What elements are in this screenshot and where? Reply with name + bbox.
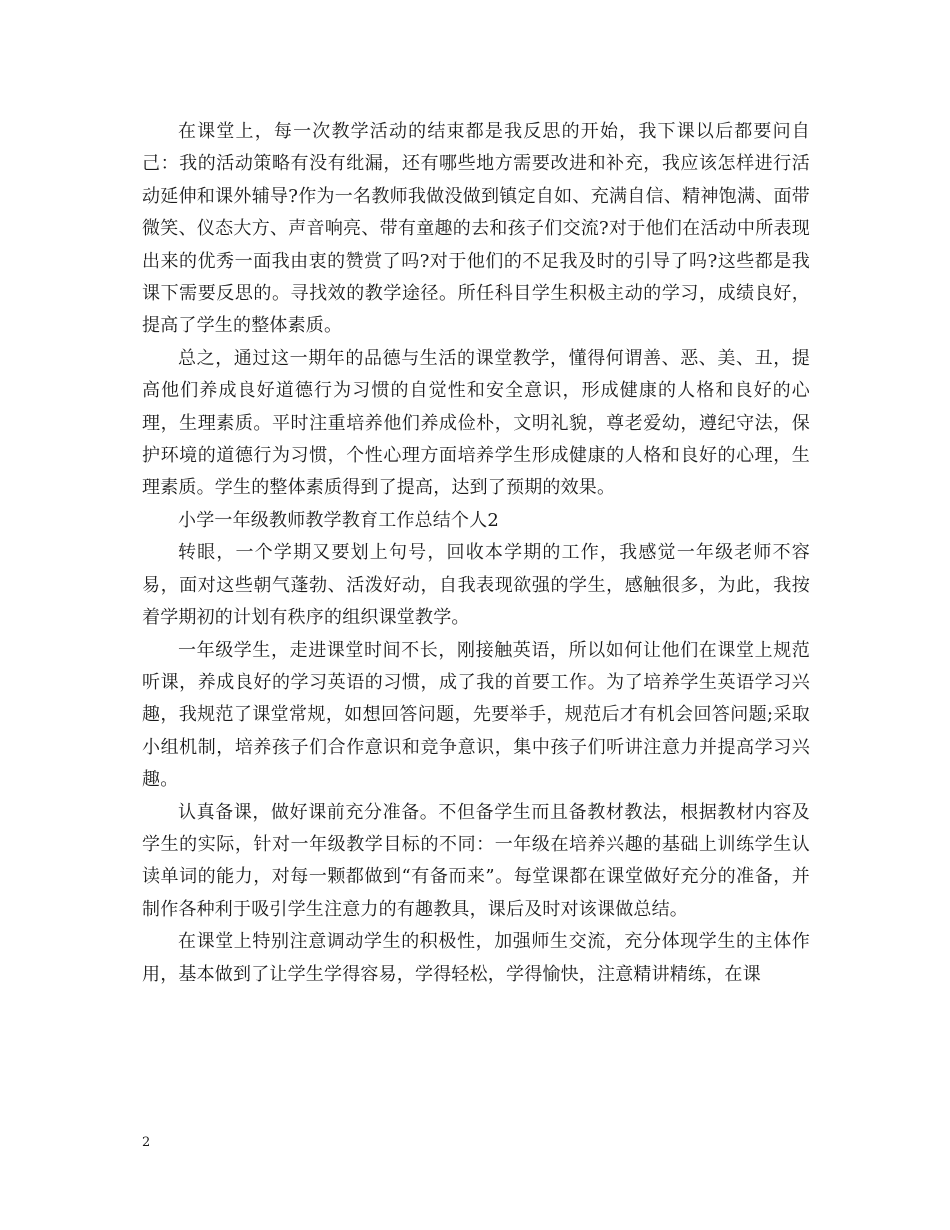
section-heading: 小学一年级教师教学教育工作总结个人2 — [178, 509, 500, 531]
paragraph-4: 一年级学生，走进课堂时间不长，刚接触英语，所以如何让他们在课堂上规范听课，养成良好的学习英语的习惯，成了我的首要工作。为了培养学生英语学习兴趣，我规范了课堂常规，如想回答问题，先要举手，规范后才有机会回答问题;采取小组机制，培养孩子们合作意识和竞争意识，集中孩子们听讲注意力并提高学习兴趣。 — [142, 639, 810, 791]
paragraph-1: 在课堂上，每一次教学活动的结束都是我反思的开始，我下课以后都要问自己：我的活动策略有没有纰漏，还有哪些地方需要改进和补充，我应该怎样进行活动延伸和课外辅导?作为一名教师我做没做到镇定自如、充满自信、精神饱满、面带微笑、仪态大方、声音响亮、带有童趣的去和孩子们交流?对于他们在活动中所表现出来的优秀一面我由衷的赞赏了吗?对于他们的不足我及时的引导了吗?这些都是我课下需要反思的。寻找效的教学途径。所任科目学生积极主动的学习，成绩良好，提高了学生的整体素质。 — [142, 121, 810, 337]
paragraph-2: 总之，通过这一期年的品德与生活的课堂教学，懂得何谓善、恶、美、丑，提高他们养成良好道德行为习惯的自觉性和安全意识，形成健康的人格和良好的心理，生理素质。平时注重培养他们养成俭朴，文明礼貌，尊老爱幼，遵纪守法，保护环境的道德行为习惯，个性心理方面培养学生形成健康的人格和良好的心理，生理素质。学生的整体素质得到了提高，达到了预期的效果。 — [142, 347, 810, 499]
page-number: 2 — [142, 1135, 151, 1150]
document-body — [142, 116, 810, 991]
paragraph-6: 在课堂上特别注意调动学生的积极性，加强师生交流，充分体现学生的主体作用，基本做到了让学生学得容易，学得轻松，学得愉快，注意精讲精练，在课 — [142, 931, 810, 985]
paragraph-5: 认真备课，做好课前充分准备。不但备学生而且备教材教法，根据教材内容及学生的实际，针对一年级教学目标的不同：一年级在培养兴趣的基础上训练学生认读单词的能力，对每一颗都做到“有备而来”。每堂课都在课堂做好充分的准备，并制作各种利于吸引学生注意力的有趣教具，课后及时对该课做总结。 — [142, 801, 810, 920]
paragraph-3: 转眼，一个学期又要划上句号，回收本学期的工作，我感觉一年级老师不容易，面对这些朝气蓬勃、活泼好动，自我表现欲强的学生，感触很多，为此，我按着学期初的计划有秩序的组织课堂教学。 — [142, 542, 810, 629]
